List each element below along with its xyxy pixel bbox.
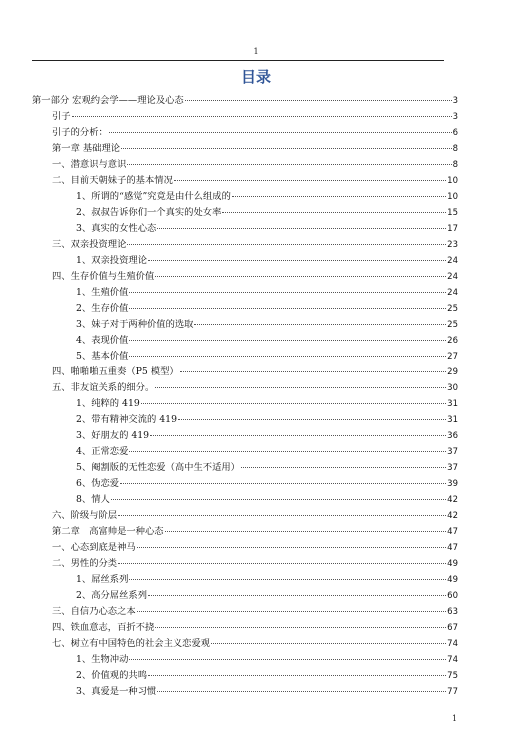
dot-leader: [141, 403, 446, 404]
dot-leader: [129, 451, 446, 452]
toc-entry[interactable]: [32, 460, 458, 476]
toc-entry-label: 1、双亲投资理论: [76, 254, 147, 266]
toc-entry-page-number: 47: [447, 543, 458, 554]
toc-entry[interactable]: [32, 269, 458, 285]
toc-entry-page-number: 24: [447, 271, 458, 282]
toc-entry-label: 2、叔叔告诉你们一个真实的处女率: [76, 206, 222, 218]
toc-entry-label: 2、高分屌丝系列: [76, 590, 147, 602]
toc-entry-page-number: 47: [447, 527, 458, 538]
dot-leader: [129, 308, 446, 309]
header-page-number: 1: [253, 47, 259, 56]
toc-entry-label: 5、阉割版的无性恋爱（高中生不适用）: [76, 462, 240, 474]
dot-leader: [127, 244, 446, 245]
toc-entry-page-number: 17: [447, 223, 458, 234]
toc-entry[interactable]: [32, 141, 458, 157]
toc-entry-page-number: 8: [452, 143, 458, 154]
toc-entry-label: 1、生殖价值: [76, 286, 129, 298]
dot-leader: [121, 148, 452, 149]
toc-entry-page-number: 24: [447, 255, 458, 266]
toc-entry-page-number: 37: [447, 463, 458, 474]
dot-leader: [118, 515, 446, 516]
toc-entry-page-number: 31: [447, 399, 458, 410]
footer-page-number: 1: [452, 714, 458, 723]
toc-entry-label: 五、非友谊关系的细分。: [52, 382, 155, 394]
toc-entry-label: 引子的分析：: [52, 126, 108, 138]
toc-entry-page-number: 29: [447, 367, 458, 378]
toc-entry-page-number: 8: [452, 159, 458, 170]
dot-leader: [232, 196, 446, 197]
dot-leader: [194, 324, 446, 325]
toc-entry[interactable]: [32, 253, 458, 269]
toc-entry[interactable]: [32, 636, 458, 652]
dot-leader: [178, 419, 446, 420]
toc-entry[interactable]: [32, 604, 458, 620]
toc-entry-page-number: 37: [447, 447, 458, 458]
dot-leader: [137, 611, 446, 612]
toc-entry-label: 8、情人: [76, 494, 110, 506]
dot-leader: [155, 387, 446, 388]
toc-entry[interactable]: [32, 173, 458, 189]
toc-entry-label: 3、真实的女性心态: [76, 222, 157, 234]
dot-leader: [211, 643, 446, 644]
toc-entry[interactable]: [32, 221, 458, 237]
toc-entry[interactable]: [32, 620, 458, 636]
dot-leader: [129, 579, 446, 580]
toc-entry[interactable]: [32, 556, 458, 572]
dot-leader: [148, 595, 446, 596]
toc-entry[interactable]: [32, 588, 458, 604]
toc-entry-page-number: 15: [447, 207, 458, 218]
toc-entry[interactable]: [32, 157, 458, 173]
dot-leader: [129, 659, 446, 660]
toc-entry-label: 一、潜意识与意识: [52, 158, 127, 170]
toc-entry-label: 1、生物冲动: [76, 653, 129, 665]
toc-entry-label: 4、正常恋爱: [76, 446, 129, 458]
toc-entry-page-number: 25: [447, 303, 458, 314]
toc-entry[interactable]: [32, 109, 458, 125]
toc-entry[interactable]: [32, 412, 458, 428]
toc-entry-label: 2、生存价值: [76, 302, 129, 314]
toc-entry-page-number: 74: [447, 638, 458, 649]
toc-entry[interactable]: [32, 301, 458, 317]
toc-entry-label: 引子: [52, 110, 71, 122]
toc-entry[interactable]: [32, 349, 458, 365]
toc-entry-page-number: 74: [447, 654, 458, 665]
toc-entry[interactable]: [32, 317, 458, 333]
toc-entry-page-number: 42: [447, 495, 458, 506]
toc-entry-label: 6、伪恋爱: [76, 478, 120, 490]
toc-entry-label: 第二章 高富帅是一种心态: [52, 526, 164, 538]
toc-entry-page-number: 67: [447, 622, 458, 633]
toc-entry[interactable]: [32, 125, 458, 141]
toc-entry-page-number: 27: [447, 351, 458, 362]
page-title: 目录: [240, 68, 271, 86]
toc-entry[interactable]: [32, 396, 458, 412]
dot-leader: [155, 627, 446, 628]
dot-leader: [129, 356, 446, 357]
toc-entry-page-number: 10: [447, 175, 458, 186]
toc-entry-page-number: 36: [447, 431, 458, 442]
dot-leader: [155, 276, 446, 277]
toc-entry-page-number: 6: [452, 127, 458, 138]
toc-entry-label: 3、真爱是一种习惯: [76, 685, 157, 697]
dot-leader: [157, 691, 446, 692]
toc-entry-page-number: 42: [447, 511, 458, 522]
toc-entry-label: 六、阶级与阶层: [52, 510, 118, 522]
dot-leader: [174, 180, 446, 181]
toc-entry-page-number: 23: [447, 239, 458, 250]
table-of-contents: [32, 93, 458, 700]
toc-entry-label: 2、价值观的共鸣: [76, 669, 147, 681]
toc-entry-page-number: 49: [447, 575, 458, 586]
toc-entry-label: 七、树立有中国特色的社会主义恋爱观: [52, 637, 211, 649]
toc-entry-label: 一、心态到底是神马: [52, 542, 136, 554]
toc-entry-label: 四、铁血意志，百折不挠: [52, 621, 155, 633]
toc-entry[interactable]: [32, 333, 458, 349]
toc-entry[interactable]: [32, 684, 458, 700]
toc-entry-label: 1、纯粹的 419: [76, 398, 140, 410]
toc-entry-page-number: 31: [447, 415, 458, 426]
dot-leader: [72, 116, 452, 117]
toc-entry-page-number: 39: [447, 479, 458, 490]
toc-entry[interactable]: [32, 668, 458, 684]
toc-entry-page-number: 75: [447, 670, 458, 681]
dot-leader: [180, 371, 446, 372]
toc-entry[interactable]: [32, 205, 458, 221]
toc-entry-label: 三、双亲投资理论: [52, 238, 127, 250]
toc-entry-page-number: 25: [447, 319, 458, 330]
dot-leader: [157, 228, 446, 229]
dot-leader: [120, 483, 446, 484]
toc-entry-label: 四、啪啪啪五重奏（P5 模型）: [52, 366, 179, 378]
dot-leader: [222, 212, 446, 213]
toc-entry-label: 1、屌丝系列: [76, 574, 129, 586]
toc-entry[interactable]: [32, 572, 458, 588]
toc-entry[interactable]: [32, 285, 458, 301]
dot-leader: [185, 100, 452, 101]
toc-entry[interactable]: [32, 189, 458, 205]
toc-entry-label: 二、男性的分类: [52, 558, 118, 570]
toc-entry-page-number: 3: [452, 96, 458, 106]
toc-entry[interactable]: [32, 428, 458, 444]
dot-leader: [148, 675, 446, 676]
dot-leader: [129, 292, 446, 293]
toc-entry-page-number: 77: [447, 686, 458, 697]
dot-leader: [148, 260, 446, 261]
toc-entry[interactable]: [32, 476, 458, 492]
dot-leader: [150, 435, 446, 436]
toc-entry-page-number: 63: [447, 607, 458, 617]
toc-entry-label: 3、好朋友的 419: [76, 430, 150, 442]
toc-entry-label: 第一部分 宏观约会学——理论及心态: [32, 95, 184, 106]
toc-entry-page-number: 26: [447, 335, 458, 346]
toc-entry[interactable]: [32, 652, 458, 668]
dot-leader: [111, 499, 446, 500]
toc-entry-label: 3、妹子对于两种价值的选取: [76, 318, 194, 330]
toc-entry-page-number: 30: [447, 383, 458, 394]
dot-leader: [241, 467, 446, 468]
dot-leader: [137, 547, 446, 548]
dot-leader: [118, 563, 446, 564]
toc-entry-label: 四、生存价值与生殖价值: [52, 270, 155, 282]
toc-entry-label: 5、基本价值: [76, 350, 129, 362]
dot-leader: [165, 531, 447, 532]
toc-entry-page-number: 3: [452, 111, 458, 122]
toc-entry[interactable]: [32, 237, 458, 253]
dot-leader: [109, 132, 452, 133]
toc-entry-label: 二、目前天朝妹子的基本情况: [52, 174, 173, 186]
toc-entry-page-number: 49: [447, 559, 458, 570]
toc-entry-page-number: 60: [447, 591, 458, 602]
header-rule: [32, 60, 444, 61]
toc-entry-label: 三、自信乃心态之本: [52, 606, 136, 617]
toc-entry-label: 1、所谓的“感觉”究竟是由什么组成的: [76, 190, 231, 202]
dot-leader: [129, 340, 446, 341]
toc-entry-page-number: 10: [447, 191, 458, 202]
toc-entry-label: 4、表现价值: [76, 334, 129, 346]
dot-leader: [127, 164, 451, 165]
toc-entry[interactable]: [32, 524, 458, 540]
toc-entry[interactable]: [32, 492, 458, 508]
toc-entry[interactable]: [32, 380, 458, 396]
toc-entry-page-number: 24: [447, 287, 458, 298]
toc-entry[interactable]: [32, 540, 458, 556]
toc-entry[interactable]: [32, 364, 458, 380]
toc-entry[interactable]: [32, 508, 458, 524]
toc-entry-label: 2、带有精神交流的 419: [76, 414, 177, 426]
toc-entry[interactable]: [32, 93, 458, 109]
toc-entry-label: 第一章 基础理论: [52, 142, 121, 154]
toc-entry[interactable]: [32, 444, 458, 460]
